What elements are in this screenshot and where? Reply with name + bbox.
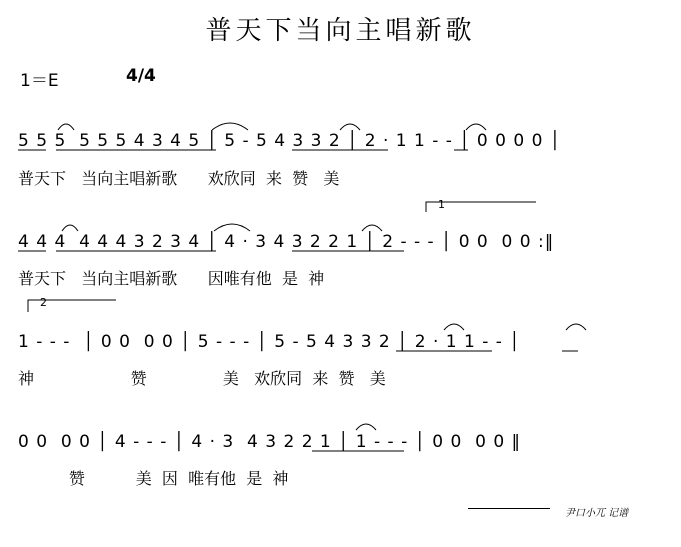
volta-2-bracket (28, 300, 116, 312)
lyrics-line-1: 普天下 当向主唱新歌 欢欣同 来 赞 美 (18, 169, 340, 188)
lyrics-line-3: 神 赞 美 欢欣同 来 赞 美 (18, 369, 386, 388)
lyrics-line-2: 普天下 当向主唱新歌 因唯有他 是 神 (18, 269, 325, 288)
key-signature: 1＝E (20, 71, 59, 91)
slur (362, 225, 382, 231)
volta-2-label: 2 (40, 296, 47, 309)
song-title: 普天下当向主唱新歌 (205, 16, 476, 46)
slur (466, 124, 486, 130)
slur (340, 124, 360, 130)
slur (356, 424, 376, 430)
transcriber-credit: 尹口小兀 记谱 (565, 508, 629, 519)
notation-line-3: 1 - - - │ 0 0 0 0 │ 5 - - - │ 5 - 5 4 3 3 2 │ 2 · 1 1 - - │ (18, 332, 521, 352)
slur (62, 225, 78, 231)
time-signature: 4/4 (126, 66, 156, 86)
slur (444, 324, 464, 330)
slur (212, 123, 248, 130)
lyrics-line-4: 赞 美 因 唯有他 是 神 (18, 469, 289, 488)
slur (566, 324, 586, 330)
volta-1-bracket (426, 202, 536, 212)
slur (58, 124, 74, 130)
notation-line-4: 0 0 0 0 │ 4 - - - │ 4 · 3 4 3 2 2 1 │ 1 - - - │ 0 0 0 0 ‖ (18, 432, 522, 452)
slur (214, 224, 250, 231)
volta-1-label: 1 (438, 198, 445, 211)
notation-line-1: 5 5 5 5 5 5 4 3 4 5 │ 5 - 5 4 3 3 2 │ 2 · 1 1 - - │ 0 0 0 0 │ (18, 131, 562, 151)
notation-line-2: 4 4 4 4 4 4 3 2 3 4 │ 4 · 3 4 3 2 2 1 │ 2 - - - │ 0 0 0 0 :‖ (18, 232, 555, 252)
